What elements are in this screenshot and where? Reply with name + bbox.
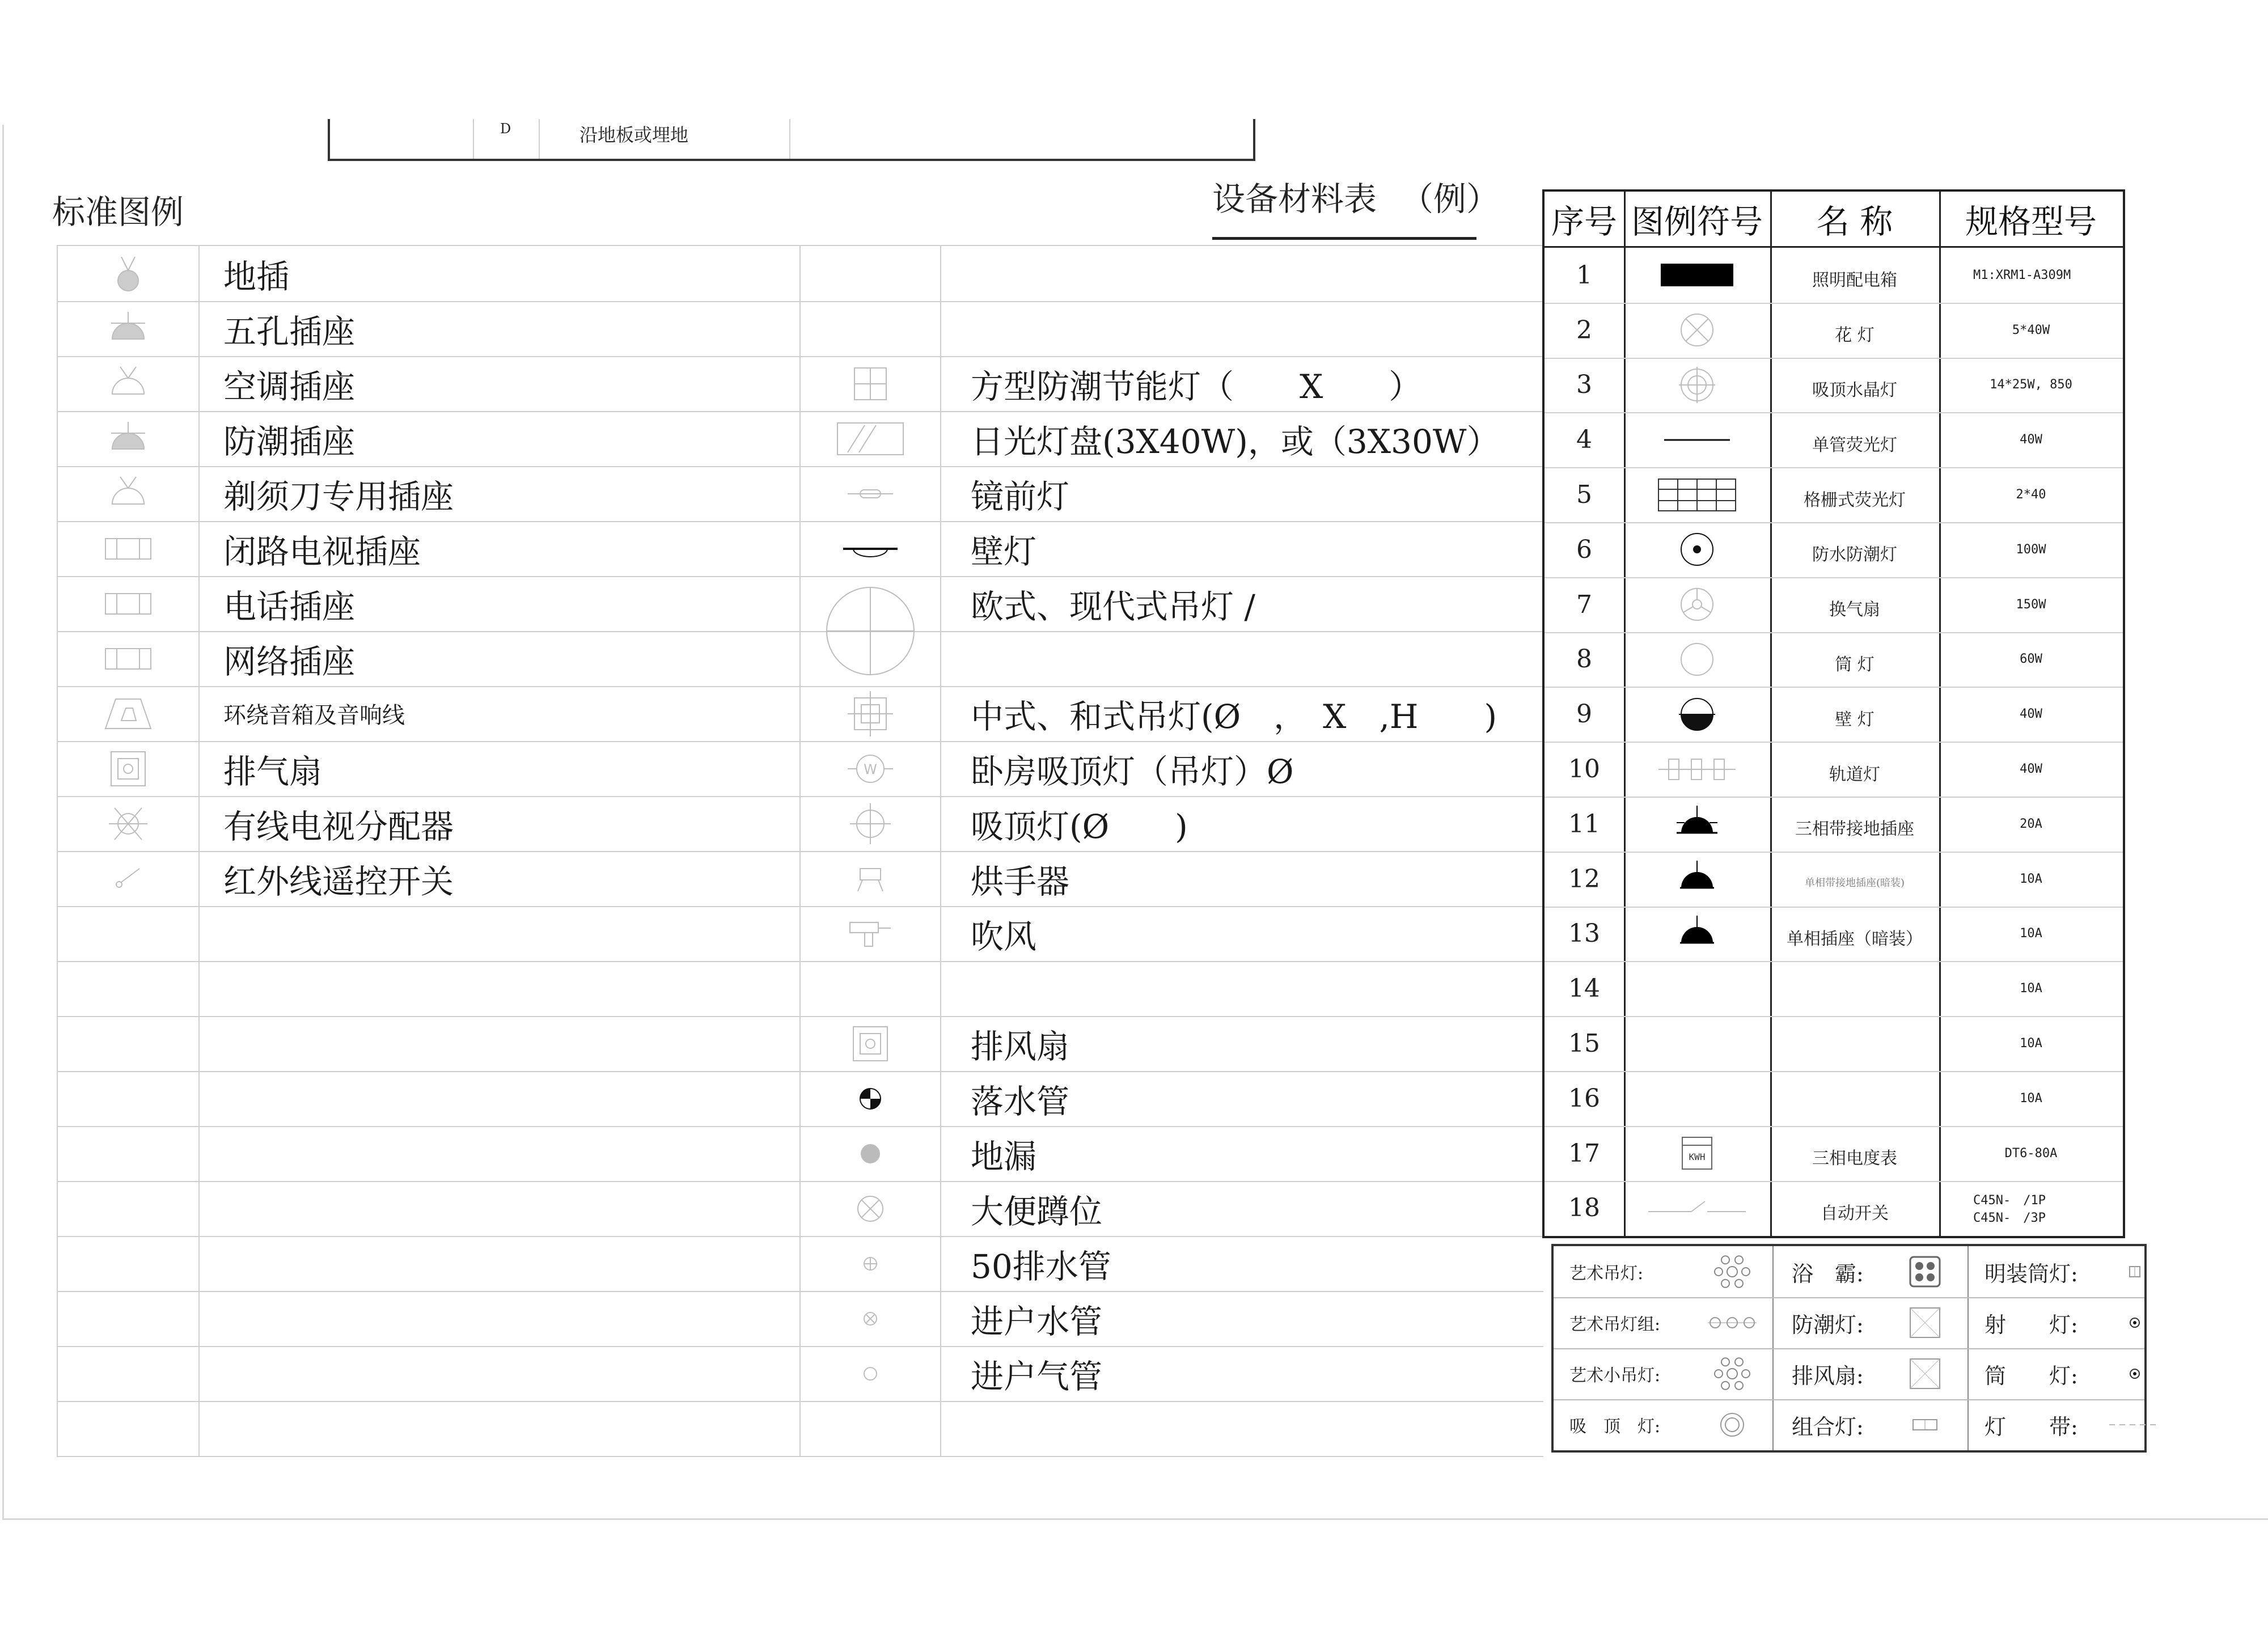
legend-label: 有线电视分配器 — [223, 807, 454, 846]
network-socket-icon — [58, 631, 198, 686]
row-line — [58, 1401, 1543, 1402]
eq-row-spec: 10A — [2020, 926, 2042, 941]
legend-label: 日光灯盘(3X40W)，或（3X30W） — [971, 422, 1500, 461]
eq-row-spec: 150W — [2016, 597, 2046, 612]
floor-drain-icon — [801, 1126, 940, 1181]
eq-row-no: 17 — [1568, 1138, 1600, 1168]
squat-toilet-icon — [801, 1181, 940, 1236]
eq-row-no: 1 — [1576, 260, 1592, 290]
flower-lamp-icon — [1624, 303, 1770, 358]
svg-text:KWH: KWH — [1689, 1151, 1706, 1163]
auto-switch-icon — [1624, 1181, 1770, 1236]
bottom-legend-box — [1551, 1244, 2147, 1453]
moisture-proof-socket-icon — [58, 411, 198, 466]
bottom-legend-cells — [1554, 1246, 2144, 1450]
eq-row-no: 5 — [1576, 480, 1592, 510]
eq-row-no: 10 — [1568, 755, 1600, 784]
legend-label: 进户水管 — [971, 1302, 1103, 1341]
track-light-icon — [1624, 742, 1770, 797]
drain-pipe-50-icon — [801, 1236, 940, 1291]
legend-label: 地插 — [223, 257, 290, 296]
legend-label: 吹风 — [971, 917, 1037, 956]
bedroom-ceiling-lamp-icon — [801, 741, 940, 796]
legend-label: 卧房吸顶灯（吊灯）Ø — [971, 752, 1294, 791]
eq-row-spec: 40W — [2020, 762, 2042, 777]
surface-downlight-icon — [2109, 1246, 2160, 1297]
water-inlet-icon — [801, 1291, 940, 1346]
waterproof-lamp-icon — [1624, 522, 1770, 577]
eq-row-name — [1770, 1019, 1939, 1074]
eq-header-name: 名 称 — [1816, 202, 1893, 241]
equipment-title-underline — [1212, 237, 1476, 240]
eq-rows — [1545, 248, 2123, 1236]
eq-row-spec: 10A — [2020, 981, 2042, 996]
eq-row-name: 格栅式荧光灯 — [1804, 490, 1906, 510]
legend-label: 环绕音箱及音响线 — [223, 702, 405, 729]
eq-row-no: 3 — [1576, 370, 1592, 400]
art-chandelier-icon — [1707, 1246, 1758, 1297]
kwh-meter-icon — [1624, 1126, 1770, 1181]
ventilation-fan-icon — [801, 1016, 940, 1071]
eq-row-spec: 40W — [2020, 707, 2042, 722]
surround-speaker-icon — [58, 686, 198, 741]
ac-socket-icon — [58, 356, 198, 411]
hair-dryer-icon — [801, 906, 940, 961]
eq-row-no: 9 — [1576, 700, 1592, 729]
eq-row-name: 自动开关 — [1821, 1203, 1889, 1223]
eq-header-spec: 规格型号 — [1965, 202, 2097, 241]
eq-row-spec: DT6-80A — [2004, 1146, 2058, 1161]
downpipe-icon — [801, 1071, 940, 1126]
eq-row-spec: M1:XRM1-A309M — [1973, 268, 2071, 282]
top-fragment-table — [328, 119, 1255, 161]
distribution-box-icon — [1624, 248, 1770, 303]
eq-row-no: 6 — [1576, 535, 1592, 564]
bottom-legend-label: 排风扇: — [1792, 1363, 1864, 1388]
hand-dryer-icon — [801, 851, 940, 906]
eq-header-no: 序号 — [1551, 202, 1617, 241]
bottom-legend-label: 艺术小吊灯: — [1569, 1366, 1661, 1386]
equipment-example: （例） — [1400, 180, 1500, 218]
eq-row-spec: 20A — [2020, 816, 2042, 831]
top-frag-code: D — [500, 121, 511, 137]
eq-row-spec: 60W — [2020, 652, 2042, 667]
legend-label: 电话插座 — [223, 587, 356, 626]
top-frag-div2 — [539, 119, 540, 159]
eq-row-name: 单管荧光灯 — [1812, 435, 1897, 455]
phone-socket-icon — [58, 576, 198, 631]
five-hole-socket-icon — [58, 301, 198, 356]
ceiling-light-icon — [1707, 1399, 1758, 1450]
eq-row-name: 筒 灯 — [1835, 654, 1875, 675]
legend-label: 网络插座 — [223, 642, 356, 681]
legend-label: 吸顶灯(Ø ) — [971, 807, 1188, 846]
eq-row-spec: 10A — [2020, 1036, 2042, 1051]
legend-label: 地漏 — [971, 1137, 1037, 1176]
eq-row-no: 11 — [1568, 809, 1600, 839]
eq-row-no: 13 — [1568, 919, 1600, 949]
legend-label: 烘手器 — [971, 862, 1070, 901]
eq-row-name: 三相带接地插座 — [1795, 819, 1914, 840]
eq-row-spec: 14*25W, 850 — [1990, 378, 2072, 392]
legend-label: 落水管 — [971, 1082, 1070, 1121]
legend-label: 50排水管 — [971, 1247, 1111, 1286]
top-frag-div3 — [789, 119, 790, 159]
combo-light-icon — [1899, 1399, 1950, 1450]
vent-fan-icon — [1624, 577, 1770, 632]
eq-row-name: 单相插座（暗装） — [1787, 929, 1923, 949]
eq-row-name — [1770, 964, 1939, 1019]
exhaust-fan-icon — [58, 741, 198, 796]
eq-row-spec: 10A — [2020, 1091, 2042, 1106]
legend-label: 大便蹲位 — [971, 1192, 1103, 1231]
eq-row-no: 2 — [1576, 315, 1592, 345]
equipment-title: 设备材料表 — [1212, 180, 1377, 218]
eq-header-symbol: 图例符号 — [1631, 202, 1763, 241]
legend-label: 红外线遥控开关 — [223, 862, 454, 901]
legend-label: 防潮插座 — [223, 422, 356, 461]
eq-row-no: 14 — [1568, 974, 1600, 1004]
small-chandelier-icon — [1707, 1348, 1758, 1399]
bath-heater-icon — [1899, 1246, 1950, 1297]
eq-row-no: 12 — [1568, 864, 1600, 894]
eq-row-name: 轨道灯 — [1829, 764, 1880, 785]
socket-icon — [1624, 907, 1770, 962]
spotlight-icon — [2109, 1297, 2160, 1348]
legend-label: 排气扇 — [223, 752, 323, 791]
three-phase-socket-icon — [1624, 797, 1770, 852]
legend-label: 镜前灯 — [971, 477, 1070, 516]
catv-splitter-icon — [58, 796, 198, 851]
tv-socket-icon — [58, 521, 198, 576]
legend-label: 剃须刀专用插座 — [223, 477, 454, 516]
shaver-socket-icon — [58, 466, 198, 521]
grille-lamp-icon — [1624, 467, 1770, 522]
eq-row-spec: C45N- /1P C45N- /3P — [1973, 1193, 2046, 1225]
light-strip-icon — [2109, 1399, 2160, 1450]
bottom-legend-label: 筒 灯: — [1984, 1363, 2078, 1388]
left-title: 标准图例 — [52, 193, 184, 231]
ir-remote-switch-icon — [58, 851, 198, 906]
mirror-lamp-icon — [801, 466, 940, 521]
legend-label: 壁灯 — [971, 532, 1037, 571]
eq-row-spec: 40W — [2020, 433, 2042, 447]
legend-label: 进户气管 — [971, 1357, 1103, 1396]
eq-row-name: 花 灯 — [1835, 325, 1875, 346]
floor-socket-icon — [58, 246, 198, 301]
eq-row-name: 三相电度表 — [1812, 1149, 1897, 1169]
legend-label: 空调插座 — [223, 367, 356, 406]
crystal-lamp-icon — [1624, 358, 1770, 413]
bottom-legend-label: 艺术吊灯: — [1569, 1264, 1644, 1284]
top-frag-div1 — [473, 119, 474, 159]
wall-lamp-icon — [801, 521, 940, 576]
legend-label: 方型防潮节能灯（ X ） — [971, 367, 1422, 406]
square-moisture-lamp-icon — [801, 356, 940, 411]
bottom-legend-label: 灯 带: — [1984, 1414, 2078, 1439]
eq-row-name: 照明配电箱 — [1812, 270, 1897, 291]
ceiling-lamp-icon — [801, 796, 940, 851]
legend-label: 中式、和式吊灯(Ø ， X ,H ) — [971, 697, 1497, 736]
bottom-legend-label: 艺术吊灯组: — [1569, 1315, 1661, 1335]
eq-row-spec: 10A — [2020, 871, 2042, 886]
exhaust-fan-icon — [1899, 1348, 1950, 1399]
moisture-lamp-icon — [1899, 1297, 1950, 1348]
bottom-legend-label: 明装筒灯: — [1984, 1261, 2078, 1286]
bottom-legend-label: 浴 霸: — [1792, 1261, 1864, 1286]
bottom-legend-label: 防潮灯: — [1792, 1312, 1864, 1337]
chinese-pendant-icon — [801, 686, 940, 741]
eq-row-name: 防水防潮灯 — [1812, 545, 1897, 565]
svg-text:W: W — [864, 761, 877, 777]
row-line — [58, 961, 1543, 962]
downlight-small-icon — [2109, 1348, 2160, 1399]
fluorescent-panel-icon — [801, 411, 940, 466]
socket-icon — [1624, 852, 1770, 907]
eq-row-spec: 100W — [2016, 542, 2046, 557]
downlight-icon — [1624, 632, 1770, 687]
eq-row-no: 15 — [1568, 1029, 1600, 1059]
frame-left — [2, 125, 4, 1519]
legend-label: 五孔插座 — [223, 312, 356, 351]
eq-row-no: 4 — [1576, 425, 1592, 455]
eq-row-no: 7 — [1576, 590, 1592, 619]
legend-label: 闭路电视插座 — [223, 532, 421, 571]
pendant-lamp-icon — [801, 576, 940, 686]
eq-row-name: 壁 灯 — [1835, 709, 1875, 730]
single-tube-icon — [1624, 412, 1770, 467]
eq-row-name: 换气扇 — [1829, 600, 1880, 620]
bottom-legend-label: 吸 顶 灯: — [1569, 1417, 1661, 1437]
eq-row-name — [1770, 1074, 1939, 1129]
art-chandelier-group-icon — [1707, 1297, 1758, 1348]
eq-row-name: 吸顶水晶灯 — [1812, 380, 1897, 400]
bottom-legend-label: 组合灯: — [1792, 1414, 1864, 1439]
eq-row-spec: 5*40W — [2012, 323, 2050, 337]
wall-light-icon — [1624, 687, 1770, 742]
eq-row-no: 16 — [1568, 1083, 1600, 1113]
eq-row-name: 单相带接地插座(暗装) — [1804, 877, 1905, 890]
gas-inlet-icon — [801, 1346, 940, 1401]
top-frag-text: 沿地板或埋地 — [579, 124, 689, 146]
legend-grid — [57, 245, 1543, 1457]
legend-label: 欧式、现代式吊灯 / — [971, 587, 1255, 626]
eq-row-spec: 2*40 — [2016, 488, 2046, 502]
eq-row-no: 8 — [1576, 645, 1592, 674]
equipment-table — [1542, 189, 2125, 1238]
eq-row-no: 18 — [1568, 1193, 1600, 1223]
legend-label: 排风扇 — [971, 1027, 1070, 1066]
frame-bottom — [2, 1518, 2268, 1520]
bottom-legend-label: 射 灯: — [1984, 1312, 2078, 1337]
